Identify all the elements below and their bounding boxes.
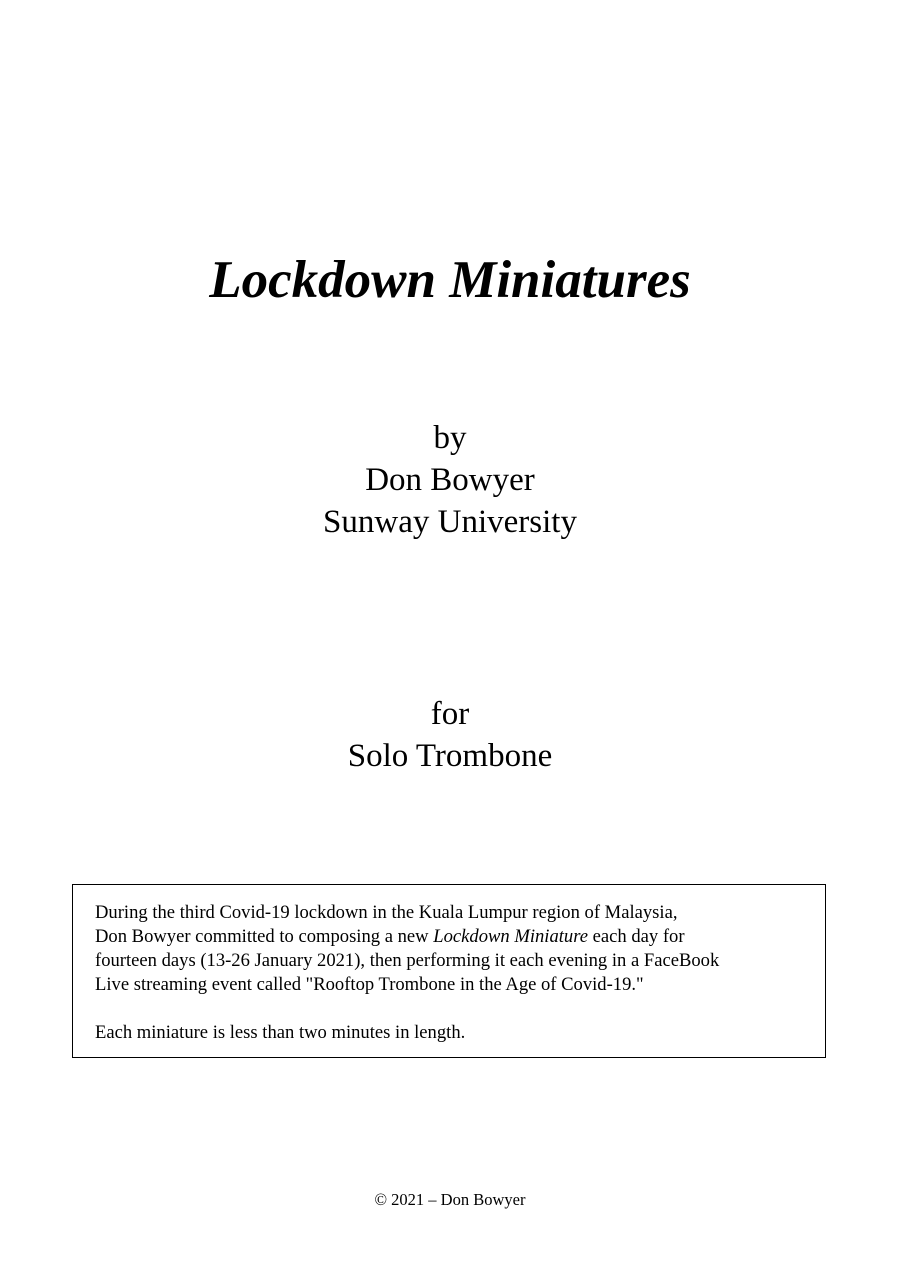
for-label: for [430,696,470,732]
instrumentation-block [0,693,900,777]
page-title: Lockdown Miniatures [209,251,691,309]
note-work-title: Lockdown Miniature [433,926,589,947]
paragraph-gap [95,997,805,1021]
copyright-notice: © 2021 – Don Bowyer [374,1190,526,1209]
program-note-box [72,884,826,1058]
note-length: Each miniature is less than two minutes in length. [95,1022,466,1043]
note-line-1: During the third Covid-19 lockdown in the Kuala Lumpur region of Malaysia, [95,902,678,923]
note-line-2 [95,925,805,949]
composer-name: Don Bowyer [365,462,535,498]
note-line-2-end: each day for [588,926,685,947]
by-label: by [433,420,467,456]
byline-block [0,417,900,543]
note-line-3: fourteen days (13-26 January 2021), then performing it each evening in a FaceBook [95,950,720,971]
instrument-name: Solo Trombone [347,738,553,774]
composer-affiliation: Sunway University [323,504,577,540]
note-line-4: Live streaming event called "Rooftop Trombone in the Age of Covid-19." [95,974,644,995]
note-line-2-start: Don Bowyer committed to composing a new [95,926,434,947]
